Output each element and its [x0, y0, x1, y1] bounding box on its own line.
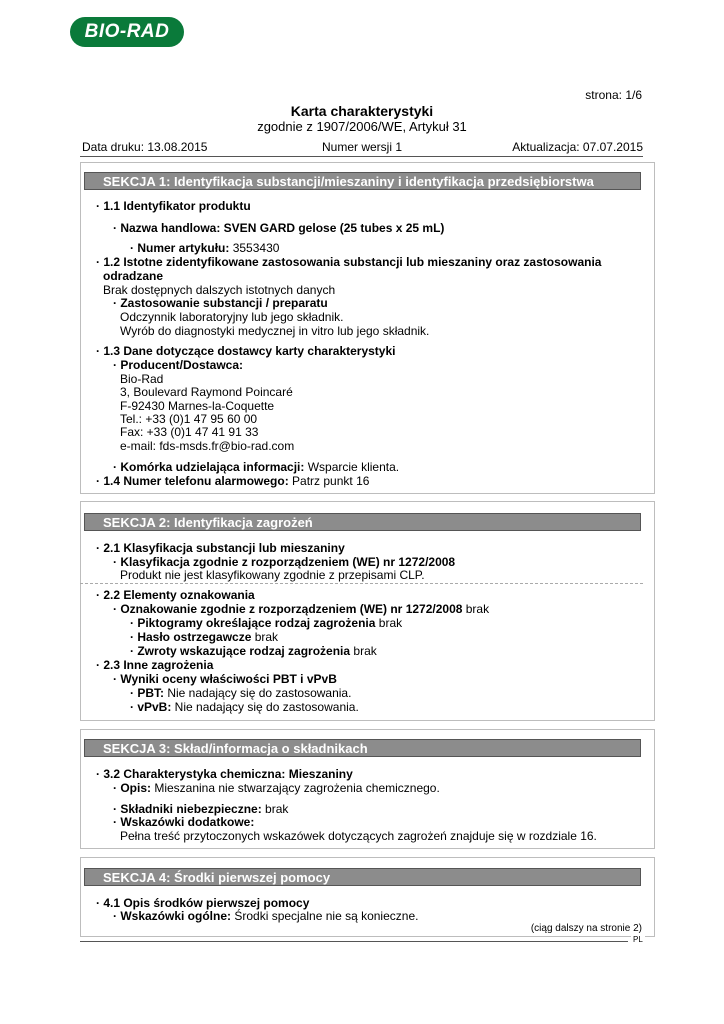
s2-pbt-heading: · Wyniki oceny właściwości PBT i vPvB — [113, 672, 337, 686]
bio-rad-logo: BIO-RAD — [70, 17, 184, 47]
section-2-heading: SEKCJA 2: Identyfikacja zagrożeń — [84, 513, 641, 531]
document-subtitle: zgodnie z 1907/2006/WE, Artykuł 31 — [257, 119, 467, 134]
s3-description: · Opis: Mieszanina nie stwarzający zagrożenia chemicznego. — [113, 781, 440, 795]
dashed-divider — [80, 583, 643, 584]
section-1-heading: SEKCJA 1: Identyfikacja substancji/mieszaniny i identyfikacja przedsiębiorstwa — [84, 172, 641, 190]
s3-composition-heading: · 3.2 Charakterystyka chemiczna: Mieszaniny — [96, 767, 353, 781]
s1-uses-heading-line2: odradzane — [103, 269, 164, 283]
s1-emergency-phone: · 1.4 Numer telefonu alarmowego: Patrz punkt 16 — [96, 474, 370, 488]
s3-hazardous-components: · Składniki niebezpieczne: brak — [113, 802, 289, 816]
s2-other-hazards-heading: · 2.3 Inne zagrożenia — [96, 658, 214, 672]
section-3-heading: SEKCJA 3: Skład/informacja o składnikach — [84, 739, 641, 757]
s2-hazard-statements: · Zwroty wskazujące rodzaj zagrożenia brak — [130, 644, 377, 658]
s1-trade-name: · Nazwa handlowa: SVEN GARD gelose (25 tubes x 25 mL) — [113, 221, 445, 235]
header-rule — [80, 156, 643, 157]
s1-no-data: Brak dostępnych dalszych istotnych danych — [103, 283, 336, 297]
document-title: Karta charakterystyki — [290, 103, 434, 119]
s3-additional-label: · Wskazówki dodatkowe: — [113, 815, 255, 829]
s2-classification-text: Produkt nie jest klasyfikowany zgodnie z przepisami CLP. — [120, 568, 425, 582]
s1-info-unit: · Komórka udzielająca informacji: Wsparcie klienta. — [113, 460, 400, 474]
s1-supplier-heading: · 1.3 Dane dotyczące dostawcy karty charakterystyki — [96, 344, 396, 358]
s1-fax: Fax: +33 (0)1 47 41 91 33 — [120, 425, 259, 439]
s2-pbt: · PBT: Nie nadający się do zastosowania. — [130, 686, 352, 700]
page-number: strona: 1/6 — [585, 88, 642, 102]
s2-classification-heading: · 2.1 Klasyfikacja substancji lub mieszaniny — [96, 541, 345, 555]
s1-identifier-heading: · 1.1 Identyfikator produktu — [96, 199, 251, 213]
s2-signal-word: · Hasło ostrzegawcze brak — [130, 630, 279, 644]
s1-phone: Tel.: +33 (0)1 47 95 60 00 — [120, 412, 258, 426]
s2-vpvb: · vPvB: Nie nadający się do zastosowania. — [130, 700, 359, 714]
update-date: Aktualizacja: 07.07.2015 — [512, 140, 643, 154]
continued-note: (ciąg dalszy na stronie 2) — [530, 923, 642, 934]
s1-producer-label: · Producent/Dostawca: — [113, 358, 244, 372]
s1-addr-line: 3, Boulevard Raymond Poincaré — [120, 385, 293, 399]
version-number: Numer wersji 1 — [322, 140, 403, 154]
s1-uses-heading-line1: · 1.2 Istotne zidentyfikowane zastosowania substancji lub mieszaniny oraz zastosowania — [96, 255, 602, 269]
s1-use-2: Wyrób do diagnostyki medycznej in vitro lub jego składnik. — [120, 324, 430, 338]
s1-article-number: · Numer artykułu: 3553430 — [130, 241, 280, 255]
s4-general-notes: · Wskazówki ogólne: Środki specjalne nie są konieczne. — [113, 909, 419, 923]
s1-email[interactable]: e-mail: fds-msds.fr@bio-rad.com — [120, 439, 295, 453]
footer-rule — [80, 941, 628, 942]
s3-additional-text: Pełna treść przytoczonych wskazówek dotyczących zagrożeń znajduje się w rozdziale 16. — [120, 829, 597, 843]
s2-label-elements-heading: · 2.2 Elementy oznakowania — [96, 588, 255, 602]
section-4-heading: SEKCJA 4: Środki pierwszej pomocy — [84, 868, 641, 886]
s4-first-aid-heading: · 4.1 Opis środków pierwszej pomocy — [96, 896, 310, 910]
language-code: PL — [633, 935, 643, 944]
s2-classification-label: · Klasyfikacja zgodnie z rozporządzeniem (WE) nr 1272/2008 — [113, 555, 456, 569]
s2-pictograms: · Piktogramy określające rodzaj zagrożenia brak — [130, 616, 403, 630]
s1-addr-line: Bio-Rad — [120, 372, 164, 386]
print-date: Data druku: 13.08.2015 — [82, 140, 208, 154]
s1-use-label: · Zastosowanie substancji / preparatu — [113, 296, 328, 310]
s1-use-1: Odczynnik laboratoryjny lub jego składnik. — [120, 310, 344, 324]
s2-labelling: · Oznakowanie zgodnie z rozporządzeniem (WE) nr 1272/2008 brak — [113, 602, 490, 616]
s1-addr-line: F-92430 Marnes-la-Coquette — [120, 399, 275, 413]
